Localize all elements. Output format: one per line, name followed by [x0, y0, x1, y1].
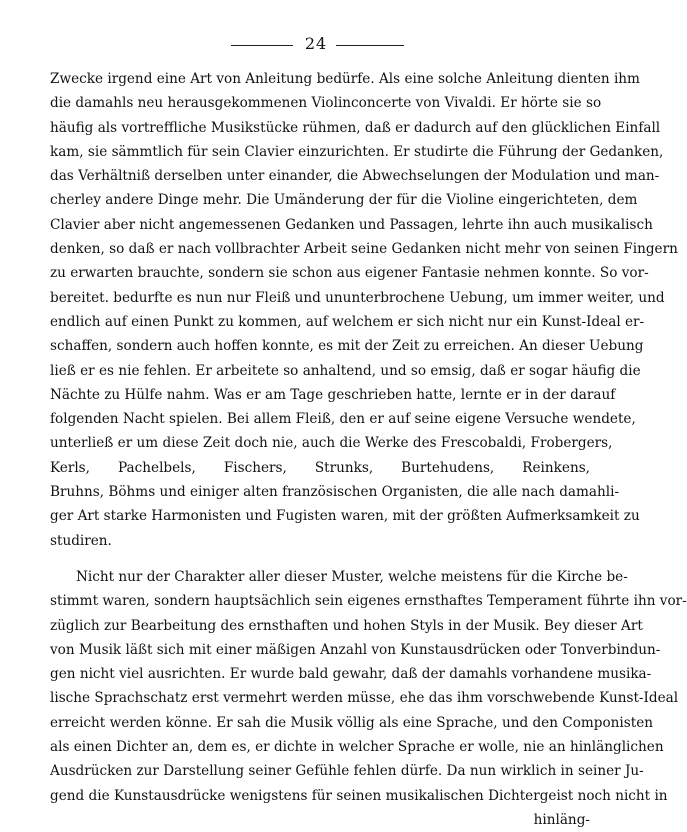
body-text — [50, 67, 687, 832]
text-line: die damahls neu herausgekommenen Violinconcerte von Vivaldi. Er hörte sie so — [50, 95, 602, 112]
text-line: kam, sie sämmtlich für sein Clavier einzurichten. Er studirte die Führung der Gedanken, — [50, 143, 664, 160]
text-line: lische Sprachschatz erst vermehrt werden müsse, ehe das ihm vorschwebende Kunst-Ideal — [50, 690, 679, 707]
catchword: hinläng- — [533, 811, 590, 828]
text-line: unterließ er um diese Zeit doch nie, auch die Werke des Frescobaldi, Frobergers, — [50, 435, 613, 452]
text-line: gen nicht viel ausrichten. Er wurde bald gewahr, daß der damahls vorhandene musika- — [50, 666, 652, 683]
text-line: das Verhältniß derselben unter einander, die Abwechselungen der Modulation und man- — [50, 168, 660, 185]
page-header — [0, 34, 633, 54]
text-line: schaffen, sondern auch hoffen konnte, es mit der Zeit zu erreichen. An dieser Uebung — [50, 338, 644, 355]
text-line: folgenden Nacht spielen. Bei allem Fleiß, den er auf seine eigene Versuche wendete, — [50, 411, 636, 428]
text-line: ließ er es nie fehlen. Er arbeitete so anhaltend, und so emsig, daß er sogar häufig die — [50, 362, 641, 379]
text-line: gend die Kunstausdrücke wenigstens für seinen musikalischen Dichtergeist noch nicht in — [50, 787, 668, 804]
paragraph-gap — [50, 553, 590, 565]
text-line: denken, so daß er nach vollbrachter Arbeit seine Gedanken nicht mehr von seinen Fingern — [50, 241, 678, 258]
paragraph-2 — [50, 565, 687, 808]
text-line: Nicht nur der Charakter aller dieser Muster, welche meistens für die Kirche be- — [76, 568, 628, 585]
text-line: studiren. — [50, 532, 112, 549]
text-line: häufig als vortreffliche Musikstücke rühmen, daß er dadurch auf den glücklichen Einfall — [50, 119, 661, 136]
text-line: Bruhns, Böhms und einiger alten französischen Organisten, die alle nach damahli- — [50, 484, 620, 501]
text-line: Clavier aber nicht angemessenen Gedanken und Passagen, lehrte ihn auch musikalisch — [50, 216, 653, 233]
text-line: zu erwarten brauchte, sondern sie schon aus eigener Fantasie nehmen konnte. So vor- — [50, 265, 649, 282]
text-line: Ausdrücken zur Darstellung seiner Gefühle fehlen dürfe. Da nun wirklich in seiner Ju- — [50, 763, 644, 780]
text-line: ger Art starke Harmonisten und Fugisten waren, mit der größten Aufmerksamkeit zu — [50, 508, 640, 525]
text-line: endlich auf einen Punkt zu kommen, auf welchem er sich nicht nur ein Kunst-Ideal er- — [50, 313, 645, 330]
text-line: erreicht werden könne. Er sah die Musik völlig als eine Sprache, und den Componisten — [50, 714, 653, 731]
paragraph-1 — [50, 67, 678, 553]
text-line: als einen Dichter an, dem es, er dichte in welcher Sprache er wolle, nie an hinlänglichen — [50, 739, 664, 756]
text-line: stimmt waren, sondern hauptsächlich sein eigenes ernsthaftes Temperament führte ihn vor- — [50, 593, 687, 610]
text-line: cherley andere Dinge mehr. Die Umänderung der für die Violine eingerichteten, dem — [50, 192, 638, 209]
text-line: züglich zur Bearbeitung des ernsthaften und hohen Styls in der Musik. Bey dieser Art — [50, 617, 643, 634]
text-line: von Musik läßt sich mit einer mäßigen Anzahl von Kunstausdrücken oder Tonverbindun- — [50, 641, 661, 658]
text-line: bereitet. bedurfte es nun nur Fleiß und ununterbrochene Uebung, um immer weiter, und — [50, 289, 665, 306]
page-number: 24 — [304, 34, 328, 53]
text-line: Nächte zu Hülfe nahm. Was er am Tage geschrieben hatte, lernte er in der darauf — [50, 386, 616, 403]
text-line: Kerls, Pachelbels, Fischers, Strunks, Burtehudens, Reinkens, — [50, 459, 590, 476]
header-rule-right — [336, 45, 404, 46]
text-line: Zwecke irgend eine Art von Anleitung bedürfe. Als eine solche Anleitung dienten ihm — [50, 71, 640, 87]
header-rule-left — [231, 45, 293, 46]
